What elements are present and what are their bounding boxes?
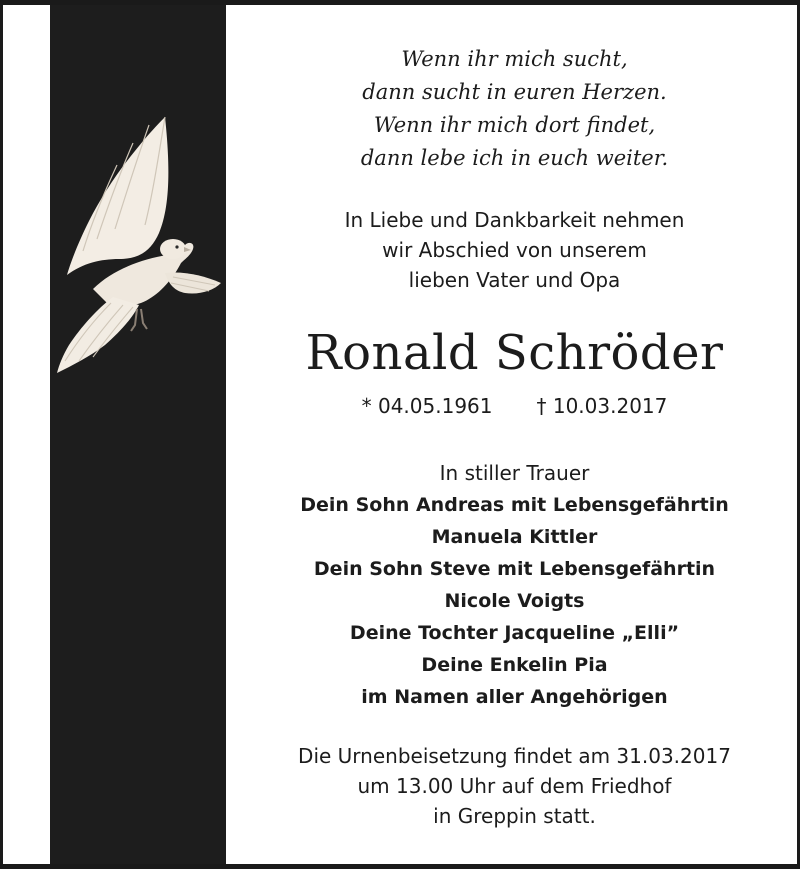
poem-line: dann lebe ich in euch weiter. [360,146,669,170]
intro-line: lieben Vater und Opa [408,268,621,292]
intro-line: wir Abschied von unserem [382,238,647,262]
mourner-line: Dein Sohn Andreas mit Lebensgefährtin [300,494,729,516]
notice-text [229,5,800,864]
life-dates [229,391,800,421]
poem-line: Wenn ihr mich dort findet, [373,113,656,137]
birth-date: * 04.05.1961 [361,394,493,418]
dove-icon [53,113,225,377]
mourners-list [229,457,800,713]
intro-line: In Liebe und Dankbarkeit nehmen [344,208,685,232]
mourner-line: Dein Sohn Steve mit Lebensgefährtin [313,558,716,580]
poem [229,43,800,175]
mourners-lead: In stiller Trauer [439,461,590,485]
burial-notice [229,741,800,831]
death-date: † 10.03.2017 [536,394,668,418]
notice-line: Die Urnenbeisetzung findet am 31.03.2017 [298,744,731,768]
mourner-line: Manuela Kittler [431,526,598,548]
notice-line: um 13.00 Uhr auf dem Friedhof [357,774,672,798]
mourner-line: Deine Tochter Jacqueline „Elli” [349,622,680,644]
mourner-line: im Namen aller Angehörigen [361,686,668,708]
poem-line: Wenn ihr mich sucht, [401,47,628,71]
mourner-line: Nicole Voigts [444,590,585,612]
mourner-line: Deine Enkelin Pia [421,654,608,676]
poem-line: dann sucht in euren Herzen. [362,80,667,104]
deceased-name: Ronald Schröder [305,325,724,381]
farewell-intro [229,205,800,295]
notice-line: in Greppin statt. [433,804,596,828]
